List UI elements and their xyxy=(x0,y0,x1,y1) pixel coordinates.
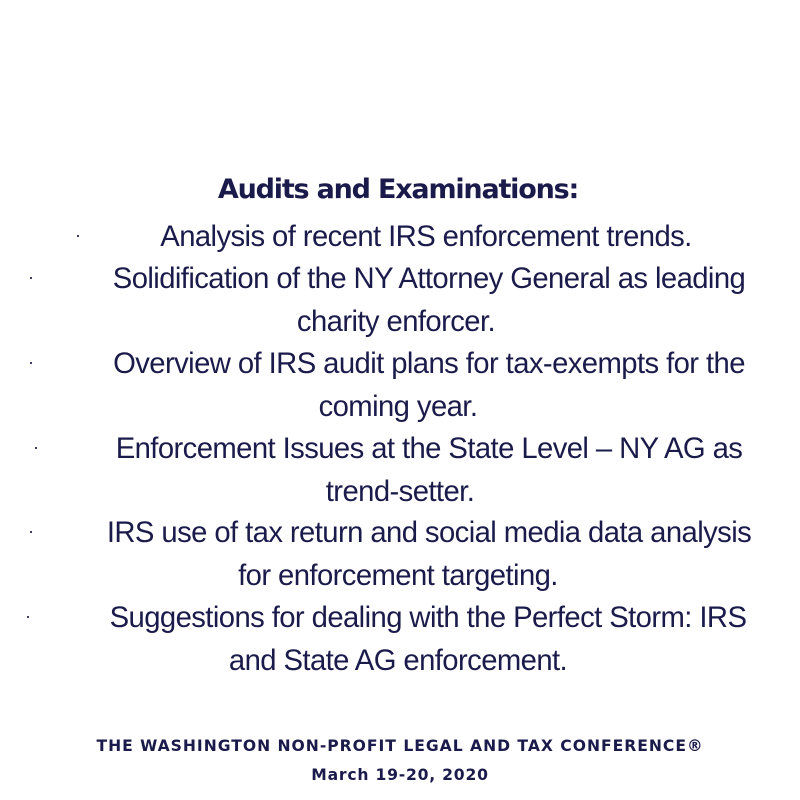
list-item-2-line-1: Solidification of the NY Attorney General as leading xyxy=(112,262,746,295)
bullet-icon: · xyxy=(28,521,34,541)
list-item-2-line-2: charity enforcer. xyxy=(296,305,496,338)
conference-date: March 19-20, 2020 xyxy=(311,765,489,784)
list-item-1-line-1: Analysis of recent IRS enforcement trends. xyxy=(160,220,692,253)
section-heading xyxy=(0,174,800,205)
bullet-icon: · xyxy=(28,352,34,372)
bullet-icon: · xyxy=(33,437,39,457)
list-item-3-line-1: Overview of IRS audit plans for tax-exempts for the xyxy=(113,347,745,380)
list-item-6-line-2: and State AG enforcement. xyxy=(228,644,568,677)
bullet-icon: · xyxy=(28,267,34,287)
bullet-icon: · xyxy=(25,606,31,626)
list-item-5-line-2: for enforcement targeting. xyxy=(238,559,558,592)
list-item-5-line-1: IRS use of tax return and social media data analysis xyxy=(106,516,752,549)
bullet-icon: · xyxy=(75,225,81,245)
section-heading-text: Audits and Examinations: xyxy=(217,174,579,205)
list-item-4-line-2: trend-setter. xyxy=(325,475,475,508)
list-item-3-line-2: coming year. xyxy=(318,390,478,423)
list-item-4-line-1: Enforcement Issues at the State Level – NY AG as xyxy=(115,432,743,465)
list-item-6-line-1: Suggestions for dealing with the Perfect Storm: IRS xyxy=(109,601,747,634)
conference-title: THE WASHINGTON NON-PROFIT LEGAL AND TAX CONFERENCE® xyxy=(96,736,704,755)
